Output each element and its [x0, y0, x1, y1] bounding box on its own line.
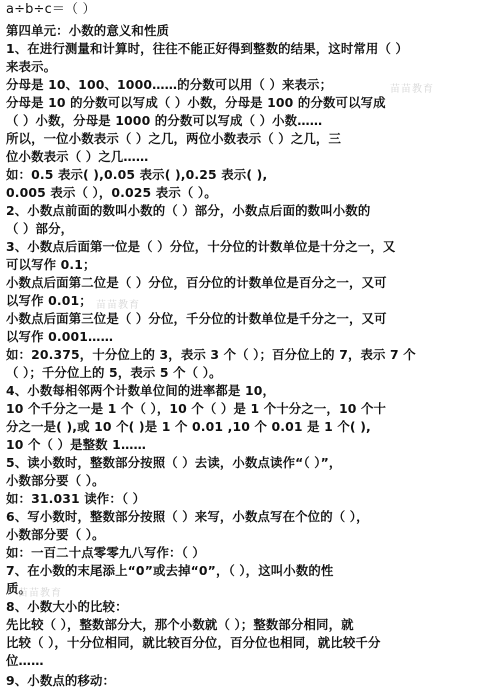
text-line: 如：0.5 表示( ),0.05 表示( ),0.25 表示( ),	[6, 167, 268, 182]
text-line: 小数点后面第三位是（ ）分位，千分位的计数单位是千分之一，又可	[6, 311, 387, 326]
text-line: 可以写作 0.1；	[6, 257, 96, 272]
text-line: 分母是 10 的分数可以写成（ ）小数，分母是 100 的分数可以写成	[6, 95, 386, 110]
text-line: 以写作 0.001……	[6, 329, 114, 344]
text-line: 质。	[6, 581, 32, 596]
text-line: 10 个（ ）是整数 1……	[6, 437, 147, 452]
watermark: 苗苗教育	[390, 84, 434, 95]
text-line: 1、在进行测量和计算时，往往不能正好得到整数的结果，这时常用（ ）	[6, 41, 408, 56]
text-line: 小数部分要（ ）。	[6, 473, 105, 488]
text-line: 分母是 10、100、1000……的分数可以用（ ）来表示；	[6, 77, 333, 92]
text-line: 如：一百二十点零零九八写作：（ ）	[6, 545, 205, 560]
text-line: （ ）；千分位上的 5，表示 5 个（ ）。	[6, 365, 222, 380]
text-line: 2、小数点前面的数叫小数的（ ）部分，小数点后面的数叫小数的	[6, 203, 371, 218]
text-line: （ ）部分，	[6, 221, 74, 236]
text-line: 位……	[6, 653, 44, 668]
text-line: 先比较（ ），整数部分大，那个小数就（ ）；整数部分相同，就	[6, 617, 354, 632]
unit-title: 第四单元：小数的意义和性质	[6, 23, 170, 38]
text-line: 如：31.031 读作：（ ）	[6, 491, 146, 506]
text-line: 分之一是( ),或 10 个( )是 1 个 0.01 ,10 个 0.01 是 1 个( ),	[6, 419, 371, 434]
text-line: 以写作 0.01；	[6, 293, 92, 308]
formula-line: a÷b÷c＝（ ）	[6, 2, 96, 17]
text-line: 6、写小数时，整数部分按照（ ）来写，小数点写在个位的（ ），	[6, 509, 369, 524]
text-line: 9、小数点的移动：	[6, 673, 116, 688]
text-line: 如：20.375，十分位上的 3，表示 3 个（ ）；百分位上的 7，表示 7 个	[6, 347, 416, 362]
watermark: 苗苗教育	[18, 588, 62, 599]
text-line: 0.005 表示（ ），0.025 表示（ ）。	[6, 185, 217, 200]
text-line: 4、小数每相邻两个计数单位间的进率都是 10，	[6, 383, 276, 398]
text-line: 位小数表示（ ）之几……	[6, 149, 149, 164]
text-line: 10 个千分之一是 1 个（ ），10 个（ ）是 1 个十分之一，10 个十	[6, 401, 387, 416]
text-line: 比较（ ），十分位相同，就比较百分位，百分位也相同，就比较千分	[6, 635, 381, 650]
text-line: 小数部分要（ ）。	[6, 527, 105, 542]
watermark: 苗苗教育	[96, 300, 140, 311]
text-line: 5、读小数时，整数部分按照（ ）去读，小数点读作“（ ）”，	[6, 455, 342, 470]
text-line: 8、小数大小的比较：	[6, 599, 128, 614]
text-line: 7、在小数的末尾添上“0”或去掉“0”，（ ），这叫小数的性	[6, 563, 334, 578]
text-line: 所以，一位小数表示（ ）之几，两位小数表示（ ）之几，三	[6, 131, 341, 146]
text-line: 小数点后面第二位是（ ）分位，百分位的计数单位是百分之一，又可	[6, 275, 387, 290]
text-line: 3、小数点后面第一位是（ ）分位，十分位的计数单位是十分之一，又	[6, 239, 396, 254]
text-line: （ ）小数，分母是 1000 的分数可以写成（ ）小数……	[6, 113, 323, 128]
text-line: 来表示。	[6, 59, 57, 74]
